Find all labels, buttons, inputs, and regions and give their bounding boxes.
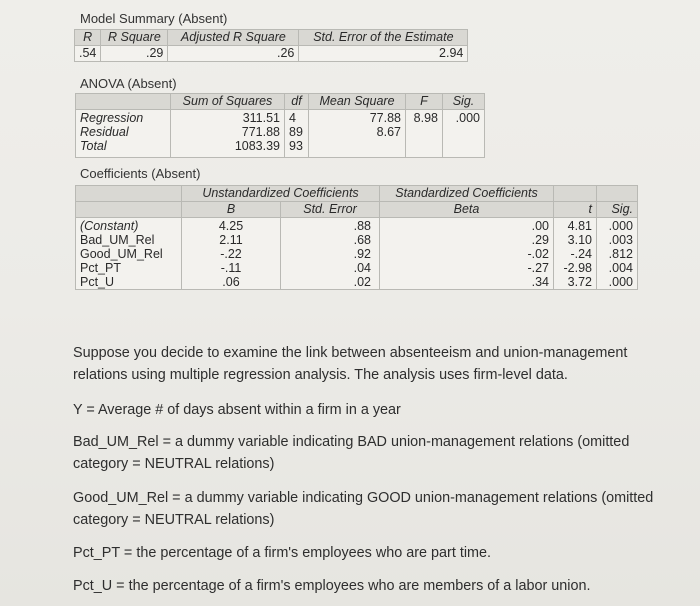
coef-sig-good-um-rel: .812 — [608, 247, 633, 261]
header-t: t — [554, 202, 597, 218]
coef-b-constant: 4.25 — [218, 219, 244, 233]
coef-t-constant: 4.81 — [567, 219, 592, 233]
header-mean-square: Mean Square — [309, 94, 406, 110]
anova-ms-column — [309, 110, 406, 158]
anova-df-regression: 4 — [289, 111, 296, 125]
header-df: df — [285, 94, 309, 110]
anova-ss-residual: 771.88 — [241, 125, 280, 139]
coef-se-pct-u: .02 — [353, 275, 371, 289]
coef-t-good-um-rel: -.24 — [570, 247, 592, 261]
coef-label-pct-u: Pct_U — [80, 275, 115, 289]
coefficients-table — [75, 185, 638, 290]
anova-ms-regression: 77.88 — [369, 111, 401, 125]
coef-se-column — [281, 218, 380, 290]
coef-b-bad-um-rel: 2.11 — [219, 233, 243, 247]
coef-b-pct-pt: -.11 — [220, 261, 242, 275]
pct-pt-definition — [73, 542, 673, 564]
value-adj-r-square: .26 — [168, 46, 299, 62]
coef-sig-pct-pt: .004 — [608, 261, 633, 275]
header-beta: Beta — [380, 202, 554, 218]
coef-label-constant: (Constant) — [80, 219, 139, 233]
value-std-error: 2.94 — [299, 46, 468, 62]
anova-ms-residual: 8.67 — [376, 125, 401, 139]
header-sig: Sig. — [443, 94, 485, 110]
model-summary-table — [74, 29, 468, 62]
coef-sig-constant: .000 — [608, 219, 633, 233]
coef-t-column — [554, 218, 597, 290]
value-r: .54 — [75, 46, 101, 62]
header-standardized: Standardized Coefficients — [380, 186, 554, 202]
coef-beta-pct-u: .34 — [531, 275, 549, 289]
coef-t-bad-um-rel: 3.10 — [567, 233, 592, 247]
header-sig-coef: Sig. — [597, 202, 638, 218]
coef-header-blank-sig — [597, 186, 638, 202]
good-um-rel-definition — [73, 487, 673, 531]
header-sum-squares: Sum of Squares — [171, 94, 285, 110]
header-std-error-coef: Std. Error — [281, 202, 380, 218]
coef-header-blank-t — [554, 186, 597, 202]
y-definition-text: Y = Average # of days absent within a firm in a year — [73, 402, 401, 418]
header-r: R — [75, 30, 101, 46]
anova-sig-column — [443, 110, 485, 158]
coef-b-good-um-rel: -.22 — [220, 247, 242, 261]
header-unstandardized: Unstandardized Coefficients — [182, 186, 380, 202]
coef-se-constant: .88 — [353, 219, 371, 233]
coef-se-good-um-rel: .92 — [353, 247, 371, 261]
intro-paragraph — [73, 342, 673, 386]
anova-label-regression: Regression — [80, 111, 144, 125]
anova-ss-column — [171, 110, 285, 158]
coef-se-pct-pt: .04 — [353, 261, 371, 275]
anova-label-residual: Residual — [80, 125, 129, 139]
bad-um-rel-definition — [73, 431, 673, 475]
coef-sig-column — [597, 218, 638, 290]
coef-t-pct-pt: -2.98 — [563, 261, 592, 275]
value-r-square: .29 — [101, 46, 168, 62]
coef-label-good-um-rel: Good_UM_Rel — [80, 247, 163, 261]
anova-sig-regression: .000 — [455, 111, 480, 125]
coef-beta-column — [380, 218, 554, 290]
anova-ss-regression: 311.51 — [242, 111, 280, 125]
coefficients-title: Coefficients (Absent) — [80, 166, 201, 181]
coef-beta-good-um-rel: -.02 — [527, 247, 549, 261]
anova-corner-cell — [76, 94, 171, 110]
anova-title: ANOVA (Absent) — [80, 76, 177, 91]
coef-label-bad-um-rel: Bad_UM_Rel — [80, 233, 155, 247]
coef-se-bad-um-rel: .68 — [353, 233, 371, 247]
anova-ss-total: 1083.39 — [234, 139, 280, 153]
header-f: F — [406, 94, 443, 110]
anova-df-column — [285, 110, 309, 158]
coef-row-labels — [76, 218, 182, 290]
header-b: B — [182, 202, 281, 218]
anova-row-labels — [76, 110, 171, 158]
pct-u-definition — [73, 575, 673, 597]
header-adj-r-square: Adjusted R Square — [168, 30, 299, 46]
coef-beta-pct-pt: -.27 — [527, 261, 549, 275]
anova-table — [75, 93, 485, 158]
anova-df-total: 93 — [289, 139, 303, 153]
anova-f-column — [406, 110, 443, 158]
coef-b-pct-u: .06 — [222, 275, 240, 289]
bad-um-rel-definition-text: Bad_UM_Rel = a dummy variable indicating BAD union-management relations (omitted category = NEUTRAL relations) — [73, 434, 630, 472]
anova-f-regression: 8.98 — [413, 111, 438, 125]
coef-beta-bad-um-rel: .29 — [531, 233, 549, 247]
good-um-rel-definition-text: Good_UM_Rel = a dummy variable indicating GOOD union-management relations (omitted category = NEUTRAL relations) — [73, 490, 654, 528]
y-definition — [73, 399, 673, 421]
coef-corner-cell-2 — [76, 202, 182, 218]
intro-text: Suppose you decide to examine the link between absenteeism and union-management relations using multiple regression analysis. The analysis uses firm-level data. — [73, 345, 628, 383]
header-r-square: R Square — [101, 30, 168, 46]
pct-pt-definition-text: Pct_PT = the percentage of a firm's employees who are part time. — [73, 545, 492, 561]
coef-beta-constant: .00 — [531, 219, 549, 233]
pct-u-definition-text: Pct_U = the percentage of a firm's employees who are members of a labor union. — [73, 578, 591, 594]
anova-label-total: Total — [80, 139, 107, 153]
coef-t-pct-u: 3.72 — [567, 275, 592, 289]
coef-b-column — [182, 218, 281, 290]
anova-df-residual: 89 — [289, 125, 303, 139]
coef-sig-bad-um-rel: .003 — [608, 233, 633, 247]
coef-corner-cell — [76, 186, 182, 202]
header-std-error: Std. Error of the Estimate — [299, 30, 468, 46]
model-summary-title: Model Summary (Absent) — [80, 11, 228, 26]
coef-label-pct-pt: Pct_PT — [80, 261, 121, 275]
coef-sig-pct-u: .000 — [608, 275, 633, 289]
